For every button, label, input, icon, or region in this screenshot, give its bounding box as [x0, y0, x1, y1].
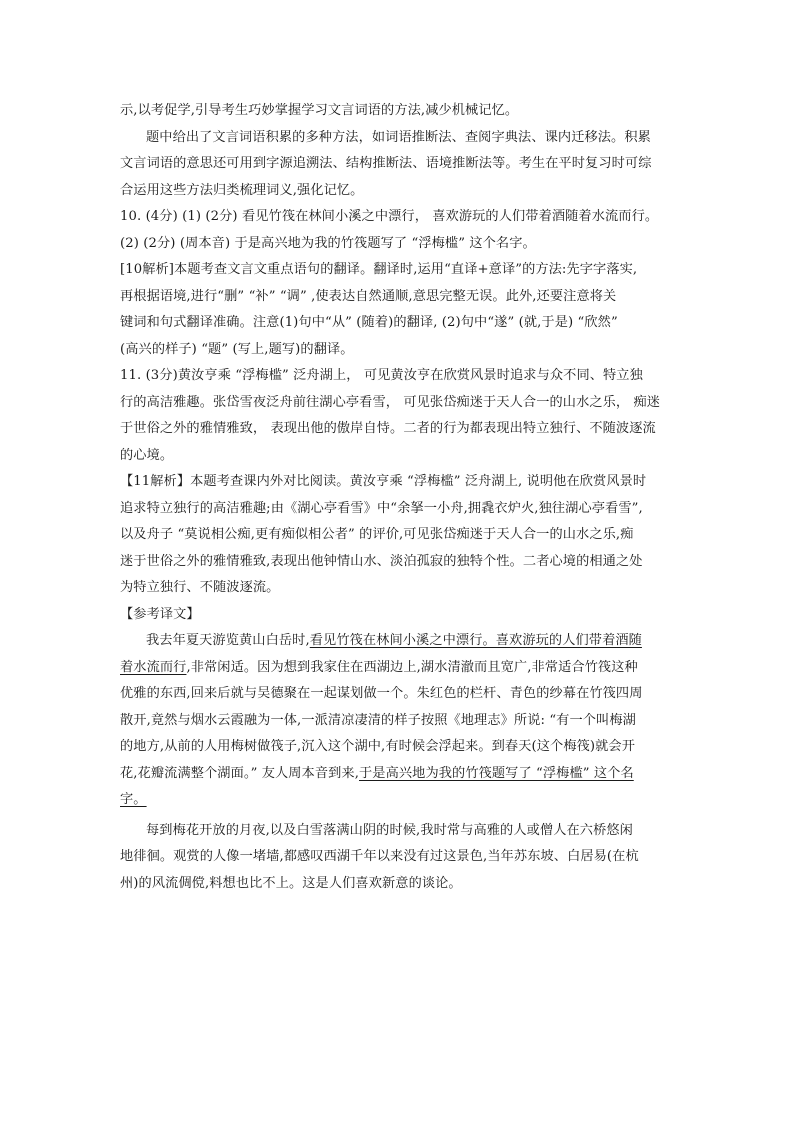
reference-paragraph-line: 散开,竟然与烟水云霞融为一体,一派清凉凄清的样子按照《地理志》所说: “有一个叫梅湖	[120, 712, 636, 728]
reference-heading: 【参考译文】	[120, 606, 200, 622]
q11-answer-line: 行的高洁雅趣。张岱雪夜泛舟前往湖心亭看雪， 可见张岱痴迷于天人合一的山水之乐， 痴迷	[120, 394, 661, 410]
intro-line: 合运用这些方法归类梳理词义,强化记忆。	[120, 182, 364, 198]
intro-line: 示,以考促学,引导考生巧妙掌握学习文言词语的方法,减少机械记忆。	[120, 103, 519, 118]
reference-paragraph-line: 地徘徊。观赏的人像一堵墙,都感叹西湖千年以来没有过这景色,当年苏东坡、白居易(在杭	[120, 849, 639, 864]
q11-analysis-line: 迷于世俗之外的雅情雅致,表现出他钟情山水、淡泊孤寂的独特个性。二者心境的相通之处	[120, 553, 643, 569]
reference-paragraph-line: 每到梅花开放的月夜,以及白雪落满山阴的时候,我时常与高雅的人或僧人在六桥悠闲	[146, 822, 633, 838]
reference-paragraph-line: 优雅的东西,回来后就与吴德聚在一起谋划做一个。朱红色的栏杆、青色的纱幕在竹筏四周	[120, 686, 643, 701]
q11-answer-line: 的心境。	[120, 447, 174, 463]
q10-analysis-line: (高兴的样子) “题” (写上,题写)的翻译。	[120, 341, 354, 357]
reference-paragraph-line	[120, 787, 680, 814]
reference-paragraph-line: 州)的风流倜傥,料想也比不上。这是人们喜欢新意的谈论。	[120, 875, 462, 891]
intro-line: 文言词语的意思还可用到字源追溯法、结构推断法、语境推断法等。考生在平时复习时可综	[120, 156, 652, 171]
plain-text: 花,花瓣流满整个湖面。” 友人周本音到来,	[120, 765, 360, 781]
intro-line: 题中给出了文言词语积累的多种方法，如词语推断法、查阅字典法、课内迁移法。积累	[146, 129, 651, 145]
q11-analysis-line: 以及舟子 “莫说相公痴,更有痴似相公者” 的评价,可见张岱痴迷于天人合一的山水之乐,痴	[120, 527, 634, 542]
q11-answer-line: 于世俗之外的雅情雅致， 表现出他的傲岸自恃。二者的行为都表现出特立独行、不随波逐流	[120, 421, 656, 436]
document-page	[120, 98, 680, 897]
q11-analysis-line: 【11解析】本题考查课内外对比阅读。黄汝亨乘 “浮梅槛” 泛舟湖上, 说明他在欣赏风景时	[120, 474, 647, 489]
reference-paragraph-line: 的地方,从前的人用梅树做筏子,沉入这个湖中,有时候会浮起来。到春天(这个梅筏)就会开	[120, 739, 635, 754]
plain-text: 我去年夏天游览黄山白岳时,	[146, 633, 310, 648]
underlined-text: 看见竹筏在林间小溪之中漂行。喜欢游玩的人们带着酒随	[309, 633, 642, 648]
reference-paragraph-line	[120, 628, 680, 655]
plain-text: ,非常闲适。因为想到我家住在西湖边上,湖水清澈而且宽广,非常适合竹筏这种	[186, 659, 638, 675]
q10-answer-line: 10. (4分) (1) (2分) 看见竹筏在林间小溪之中漂行， 喜欢游玩的人们带着酒随着水流而行。	[120, 209, 659, 224]
underlined-text: 字。	[120, 792, 147, 807]
q11-analysis-line: 追求特立独行的高洁雅趣;由《湖心亭看雪》中“余拏一小舟,拥毳衣炉火,独往湖心亭看雪”,	[120, 500, 643, 516]
q10-answer-line: (2) (2分) (周本音) 于是高兴地为我的竹筏题写了 “浮梅槛” 这个名字。	[120, 235, 536, 251]
question-10-section	[120, 204, 680, 363]
q10-analysis-line: [10解析]本题考查文言文重点语句的翻译。翻译时,运用“直译+意译”的方法:先字字落实,	[120, 262, 638, 277]
q11-answer-line: 11. (3分)黄汝亨乘 “浮梅槛” 泛舟湖上， 可见黄汝亨在欣赏风景时追求与众不同、特立独	[120, 368, 643, 383]
q10-analysis-line: 键词和句式翻译准确。注意(1)句中“从” (随着)的翻译, (2)句中“遂” (就,于是) “欣然”	[120, 315, 618, 330]
question-11-section	[120, 363, 680, 602]
q10-analysis-line: 再根据语境,进行“删” “补” “调” ,使表达自然通顺,意思完整无误。此外,还要注意将关	[120, 288, 617, 304]
q11-analysis-line: 为特立独行、不随波逐流。	[120, 580, 280, 595]
reference-translation-section	[120, 602, 680, 898]
reference-paragraph-line	[120, 655, 680, 682]
underlined-text: 着水流而行	[120, 659, 187, 675]
intro-section	[120, 98, 680, 204]
reference-paragraph-line	[120, 761, 680, 788]
underlined-text: 于是高兴地为我的竹筏题写了 “浮梅槛” 这个名	[359, 765, 634, 781]
